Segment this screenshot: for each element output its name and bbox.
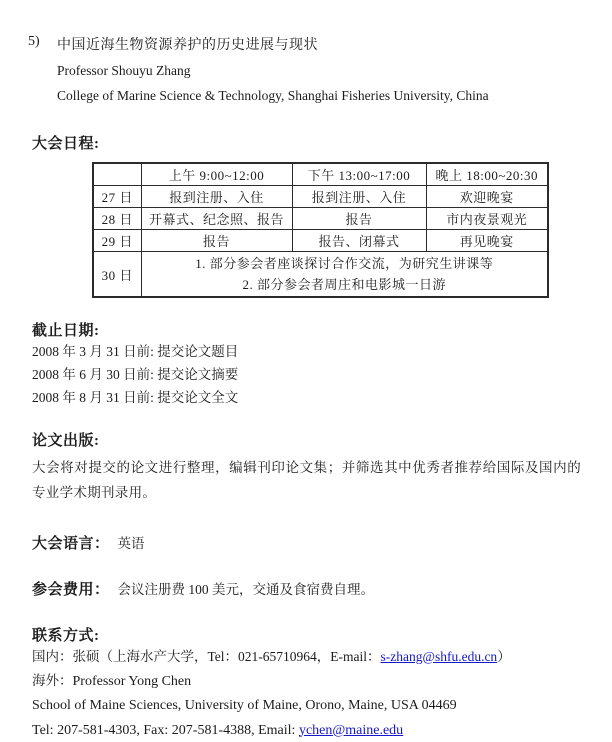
overseas-tel-fax: Tel: 207-581-4303, Fax: 207-581-4388, Email: — [32, 723, 299, 738]
contact-domestic-suffix: ） — [497, 649, 511, 664]
publication-body: 大会将对提交的论文进行整理，编辑刊印论文集；并筛选其中优秀者推荐给国际及国内的专业学术期刊录用。 — [32, 455, 581, 505]
overseas-label: 海外： — [32, 673, 73, 688]
overseas-email-link[interactable]: ychen@maine.edu — [299, 723, 403, 738]
day-cell: 30 日 — [93, 252, 141, 298]
header-empty-cell — [93, 163, 141, 186]
overseas-school: School of Maine Sciences, University of Maine, Orono, Maine, USA 04469 — [32, 698, 457, 713]
keynote-title: 中国近海生物资源养护的历史进展与现状 — [57, 34, 318, 54]
keynote-number: 5) — [28, 34, 57, 54]
day-cell: 29 日 — [93, 230, 141, 252]
schedule-cell: 开幕式、纪念照、报告 — [141, 208, 292, 230]
schedule-cell: 报告、闭幕式 — [292, 230, 426, 252]
merged-line-1: 1. 部分参会者座谈探讨合作交流，为研究生讲课等 — [144, 253, 546, 274]
merged-line-2: 2. 部分参会者周庄和电影城一日游 — [144, 274, 546, 295]
contact-overseas-line — [32, 669, 612, 694]
schedule-cell: 报到注册、入住 — [292, 186, 426, 208]
day-cell: 28 日 — [93, 208, 141, 230]
deadlines-heading: 截止日期: — [32, 319, 612, 340]
table-row — [93, 230, 548, 252]
schedule-cell: 报告 — [141, 230, 292, 252]
deadline-item: 2008 年 3 月 31 日前: 提交论文题目 — [32, 340, 612, 363]
table-header-row — [93, 163, 548, 186]
deadline-item: 2008 年 8 月 31 日前: 提交论文全文 — [32, 386, 612, 409]
fee-value: 会议注册费 100 美元，交通及食宿费自理。 — [118, 582, 375, 597]
deadline-item: 2008 年 6 月 30 日前: 提交论文摘要 — [32, 363, 612, 386]
contact-heading: 联系方式: — [32, 624, 612, 645]
schedule-cell: 报告 — [292, 208, 426, 230]
schedule-cell: 再见晚宴 — [426, 230, 548, 252]
merged-schedule-cell — [141, 252, 548, 298]
publication-heading: 论文出版: — [32, 429, 612, 450]
language-value: 英语 — [118, 536, 145, 551]
schedule-cell: 欢迎晚宴 — [426, 186, 548, 208]
keynote-speaker: Professor Shouyu Zhang — [57, 63, 612, 79]
contact-school-line — [32, 693, 612, 718]
document-page — [0, 34, 612, 714]
day-cell: 27 日 — [93, 186, 141, 208]
schedule-heading: 大会日程: — [32, 132, 612, 153]
table-row — [93, 186, 548, 208]
header-evening: 晚上 18:00~20:30 — [426, 163, 548, 186]
overseas-name: Professor Yong Chen — [73, 674, 192, 689]
header-afternoon: 下午 13:00~17:00 — [292, 163, 426, 186]
schedule-table — [92, 162, 549, 298]
header-morning: 上午 9:00~12:00 — [141, 163, 292, 186]
keynote-affiliation: College of Marine Science & Technology, Shanghai Fisheries University, China — [57, 88, 612, 104]
table-row — [93, 252, 548, 298]
contact-domestic-line — [32, 645, 612, 669]
schedule-cell: 市内夜景观光 — [426, 208, 548, 230]
keynote-item — [28, 34, 612, 54]
schedule-cell: 报到注册、入住 — [141, 186, 292, 208]
language-line — [32, 532, 612, 553]
contact-domestic-text: 国内：张硕（上海水产大学，Tel：021-65710964，E-mail： — [32, 649, 381, 664]
domestic-email-link[interactable]: s-zhang@shfu.edu.cn — [381, 649, 498, 664]
table-row — [93, 208, 548, 230]
fee-heading: 参会费用： — [32, 582, 110, 598]
contact-tel-line — [32, 718, 612, 742]
language-heading: 大会语言： — [32, 536, 110, 552]
fee-line — [32, 578, 612, 599]
